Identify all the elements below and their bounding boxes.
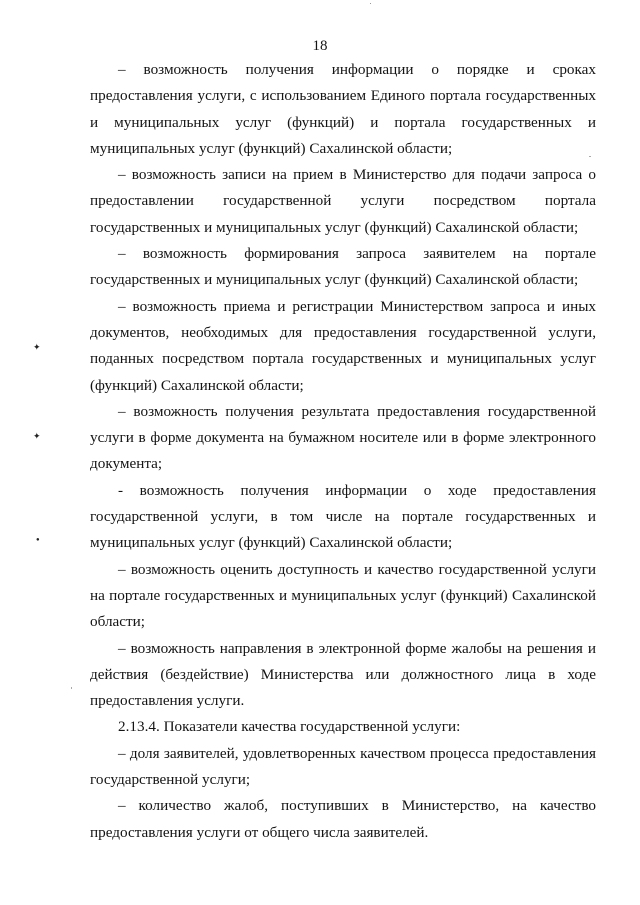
- paragraph-appointment: – возможность записи на прием в Министерство для подачи запроса о предоставлении государственной услуги посредством портала государственных и муниципальных услуг (функций) Сахалинской области;: [90, 166, 596, 236]
- paragraph-complaint: – возможность направления в электронной форме жалобы на решения и действия (бездействие) Министерства или должностного лица в ходе предоставления услуги.: [90, 639, 596, 710]
- page-number: 18: [312, 38, 328, 54]
- paragraph-complaints-count: – количество жалоб, поступивших в Министерство, на качество предоставления услуги от общего числа заявителей.: [90, 797, 596, 841]
- scan-speck: [589, 156, 591, 157]
- section-heading-2-13-4: 2.13.4. Показатели качества государственной услуги:: [118, 718, 461, 736]
- paragraph-request-forming: – возможность формирования запроса заявителем на портале государственных и муниципальных услуг (функций) Сахалинской области;: [90, 245, 596, 289]
- paragraph-result-receiving: – возможность получения результата предоставления государственной услуги в форме документа на бумажном носителе или в форме электронного документа;: [90, 402, 596, 473]
- document-body: [90, 57, 596, 846]
- scan-mark-icon: ✦: [33, 431, 41, 441]
- paragraph-satisfied-share: – доля заявителей, удовлетворенных качеством процесса предоставления государственной услуги;: [90, 744, 596, 789]
- paragraph-info-availability: – возможность получения информации о порядке и сроках предоставления услуги, с использованием Единого портала государственных и муниципальных услуг (функций) и портала государственных и муниципальных услуг (функций) Сахалинской области;: [90, 61, 596, 157]
- scan-mark-icon: ✦: [33, 342, 41, 352]
- paragraph-progress-info: - возможность получения информации о ходе предоставления государственной услуги, в том числе на портале государственных и муниципальных услуг (функций) Сахалинской области;: [90, 481, 596, 552]
- paragraph-quality-assessment: – возможность оценить доступность и качество государственной услуги на портале государственных и муниципальных услуг (функций) Сахалинской области;: [90, 560, 596, 631]
- scan-speck: [370, 3, 371, 4]
- scan-speck: [71, 687, 72, 689]
- scan-dot-icon: ●: [36, 537, 40, 543]
- paragraph-request-registration: – возможность приема и регистрации Министерством запроса и иных документов, необходимых для предоставления государственной услуги, поданных посредством портала государственных и муниципальных услуг (функций) Сахалинской области;: [90, 297, 596, 394]
